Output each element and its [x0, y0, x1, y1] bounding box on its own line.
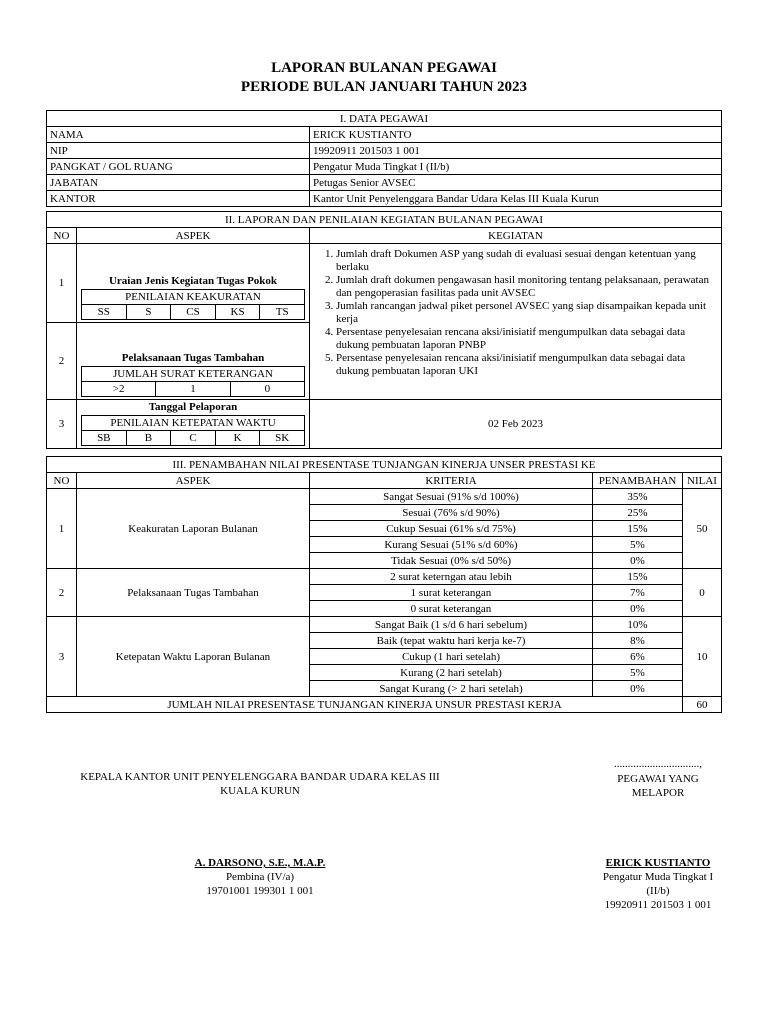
section1-title: I. DATA PEGAWAI — [47, 111, 722, 127]
field-value: ERICK KUSTIANTO — [310, 127, 722, 143]
col-header-kriteria: KRITERIA — [310, 473, 593, 489]
report-date: 02 Feb 2023 — [310, 400, 722, 449]
list-item: 4. Persentase penyelesaian rencana aksi/inisiatif mengumpulkan data sebagai data dukung pembuatan laporan PNBP — [336, 326, 715, 352]
penambahan-cell: 35% — [593, 489, 683, 505]
kriteria-cell: Baik (tepat waktu hari kerja ke-7) — [310, 633, 593, 649]
right-signatory-rank-line2: (II/b) — [646, 885, 670, 897]
left-title-line2: KUALA KURUN — [220, 785, 300, 797]
group-aspek: Pelaksanaan Tugas Tambahan — [77, 569, 310, 617]
penambahan-cell: 5% — [593, 665, 683, 681]
rating-subtitle: JUMLAH SURAT KETERANGAN — [82, 367, 305, 382]
rating-option: 0 — [230, 382, 304, 397]
table-row — [47, 175, 722, 191]
rating-option: SB — [82, 431, 127, 446]
table-row — [47, 143, 722, 159]
left-signatory-title — [40, 770, 480, 798]
table-row — [47, 569, 722, 585]
section1-table — [46, 110, 722, 207]
penambahan-cell: 8% — [593, 633, 683, 649]
rating-option: S — [126, 305, 171, 320]
total-value: 60 — [683, 697, 722, 713]
list-item: 2. Jumlah draft dokumen pengawasan hasil monitoring tentang pelaksanaan, perawatan dan pengoperasian fasilitas pada unit AVSEC — [336, 274, 715, 300]
right-signatory-title — [578, 757, 738, 800]
kriteria-cell: 1 surat keterangan — [310, 585, 593, 601]
table-row — [47, 191, 722, 207]
col-header-penambahan: PENAMBAHAN — [593, 473, 683, 489]
aspek-heading: Tanggal Pelaporan — [148, 401, 238, 413]
field-label: JABATAN — [47, 175, 310, 191]
group-nilai: 50 — [683, 489, 722, 569]
aspek-cell — [77, 323, 310, 400]
aspek-heading: Pelaksanaan Tugas Tambahan — [121, 352, 265, 364]
rating-option: TS — [260, 305, 305, 320]
total-label: JUMLAH NILAI PRESENTASE TUNJANGAN KINERJA UNSUR PRESTASI KERJA — [47, 697, 683, 713]
penambahan-cell: 7% — [593, 585, 683, 601]
left-title-line1: KEPALA KANTOR UNIT PENYELENGGARA BANDAR UDARA KELAS III — [80, 771, 440, 783]
rating-subtitle: PENILAIAN KEAKURATAN — [82, 290, 305, 305]
section2-table — [46, 211, 722, 449]
report-title: LAPORAN BULANAN PEGAWAI — [271, 60, 497, 76]
penambahan-cell: 15% — [593, 521, 683, 537]
group-nilai: 10 — [683, 617, 722, 697]
rating-option: B — [126, 431, 171, 446]
col-header-kegiatan: KEGIATAN — [310, 228, 722, 244]
list-item: 1. Jumlah draft Dokumen ASP yang sudah di evaluasi sesuai dengan ketentuan yang berlaku — [336, 248, 715, 274]
field-value: Petugas Senior AVSEC — [310, 175, 722, 191]
penambahan-cell: 0% — [593, 681, 683, 697]
rating-subtitle: PENILAIAN KETEPATAN WAKTU — [82, 416, 305, 431]
kriteria-cell: 2 surat keterngan atau lebih — [310, 569, 593, 585]
penambahan-cell: 10% — [593, 617, 683, 633]
rating-option: SK — [260, 431, 305, 446]
group-aspek: Ketepatan Waktu Laporan Bulanan — [77, 617, 310, 697]
col-header-nilai: NILAI — [683, 473, 722, 489]
section3-title: III. PENAMBAHAN NILAI PRESENTASE TUNJANGAN KINERJA UNSER PRESTASI KE — [47, 457, 722, 473]
kriteria-cell: Sangat Sesuai (91% s/d 100%) — [310, 489, 593, 505]
rating-option: SS — [82, 305, 127, 320]
rating-table — [81, 289, 305, 320]
kriteria-cell: Sangat Kurang (> 2 hari setelah) — [310, 681, 593, 697]
item-no: 1 — [47, 244, 77, 323]
penambahan-cell: 6% — [593, 649, 683, 665]
group-aspek: Keakuratan Laporan Bulanan — [77, 489, 310, 569]
report-period: PERIODE BULAN JANUARI TAHUN 2023 — [240, 79, 528, 95]
rating-option: C — [171, 431, 216, 446]
field-label: KANTOR — [47, 191, 310, 207]
penambahan-cell: 5% — [593, 537, 683, 553]
rating-option: CS — [171, 305, 216, 320]
col-header-aspek: ASPEK — [77, 473, 310, 489]
right-signatory-name: ERICK KUSTIANTO — [605, 857, 711, 869]
kriteria-cell: Sesuai (76% s/d 90%) — [310, 505, 593, 521]
table-row — [47, 159, 722, 175]
section3-table — [46, 456, 722, 713]
penambahan-cell: 0% — [593, 553, 683, 569]
kriteria-cell: Sangat Baik (1 s/d 6 hari sebelum) — [310, 617, 593, 633]
kriteria-cell: Kurang Sesuai (51% s/d 60%) — [310, 537, 593, 553]
rating-option: >2 — [82, 382, 156, 397]
right-title-line1: PEGAWAI YANG — [617, 773, 699, 785]
kegiatan-list-cell — [310, 244, 722, 400]
rating-option: 1 — [156, 382, 230, 397]
right-signatory-nip: 19920911 201503 1 001 — [604, 899, 712, 911]
rating-table — [81, 366, 305, 397]
table-row — [47, 127, 722, 143]
field-value: 19920911 201503 1 001 — [310, 143, 722, 159]
penambahan-cell: 25% — [593, 505, 683, 521]
kriteria-cell: Cukup (1 hari setelah) — [310, 649, 593, 665]
right-title-line2: MELAPOR — [631, 787, 685, 799]
aspek-cell — [77, 244, 310, 323]
section2-title: II. LAPORAN DAN PENILAIAN KEGIATAN BULANAN PEGAWAI — [47, 212, 722, 228]
kriteria-cell: Cukup Sesuai (61% s/d 75%) — [310, 521, 593, 537]
kriteria-cell: Kurang (2 hari setelah) — [310, 665, 593, 681]
field-value: Pengatur Muda Tingkat I (II/b) — [310, 159, 722, 175]
right-signatory — [578, 856, 738, 912]
field-label: PANGKAT / GOL RUANG — [47, 159, 310, 175]
place-date-placeholder: ..............................., — [614, 758, 702, 770]
left-signatory-name: A. DARSONO, S.E., M.A.P. — [194, 857, 326, 869]
field-label: NAMA — [47, 127, 310, 143]
activity-list — [310, 248, 715, 378]
table-row — [47, 617, 722, 633]
group-no: 3 — [47, 617, 77, 697]
list-item: 5. Persentase penyelesaian rencana aksi/inisiatif mengumpulkan data sebagai data dukung pembuatan laporan UKI — [336, 352, 715, 378]
aspek-heading: Uraian Jenis Kegiatan Tugas Pokok — [108, 275, 278, 287]
table-row — [47, 489, 722, 505]
item-no: 3 — [47, 400, 77, 449]
item-no: 2 — [47, 323, 77, 400]
aspek-cell — [77, 400, 310, 449]
kriteria-cell: Tidak Sesuai (0% s/d 50%) — [310, 553, 593, 569]
rating-option: KS — [215, 305, 260, 320]
col-header-no: NO — [47, 228, 77, 244]
right-signatory-rank-line1: Pengatur Muda Tingkat I — [602, 871, 714, 883]
left-signatory — [40, 856, 480, 898]
field-label: NIP — [47, 143, 310, 159]
group-nilai: 0 — [683, 569, 722, 617]
left-signatory-nip: 19701001 199301 1 001 — [206, 885, 314, 897]
rating-option: K — [215, 431, 260, 446]
group-no: 1 — [47, 489, 77, 569]
rating-table — [81, 415, 305, 446]
penambahan-cell: 15% — [593, 569, 683, 585]
col-header-no: NO — [47, 473, 77, 489]
kriteria-cell: 0 surat keterangan — [310, 601, 593, 617]
penambahan-cell: 0% — [593, 601, 683, 617]
col-header-aspek: ASPEK — [77, 228, 310, 244]
field-value: Kantor Unit Penyelenggara Bandar Udara Kelas III Kuala Kurun — [310, 191, 722, 207]
list-item: 3. Jumlah rancangan jadwal piket personel AVSEC yang siap disampaikan kepada unit kerja — [336, 300, 715, 326]
left-signatory-rank: Pembina (IV/a) — [225, 871, 295, 883]
group-no: 2 — [47, 569, 77, 617]
